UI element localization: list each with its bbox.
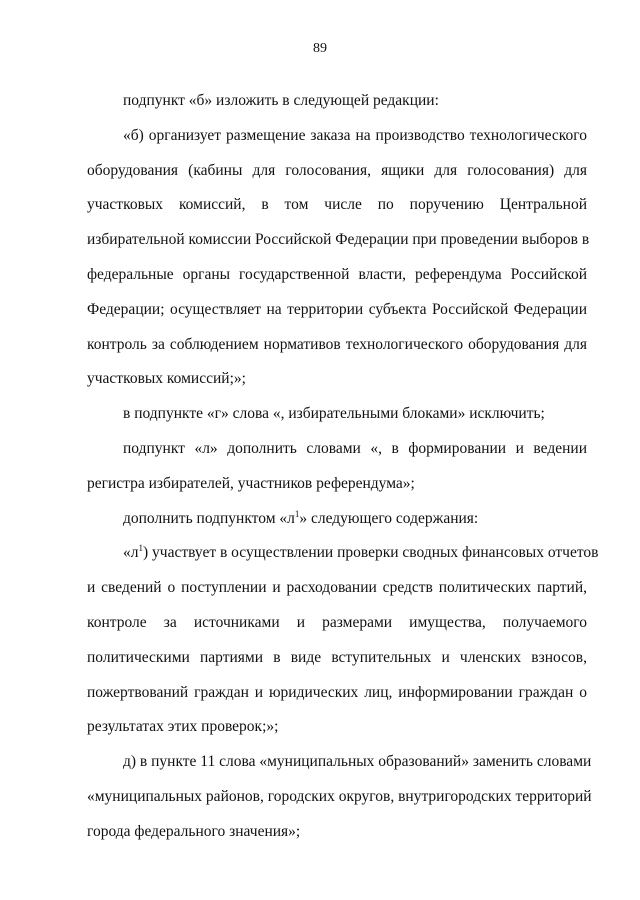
text-line: д) в пункте 11 слова «муниципальных образований» заменить словами bbox=[123, 753, 592, 771]
text-line: города федерального значения»; bbox=[87, 822, 301, 840]
text-line: подпункт «б» изложить в следующей редакции: bbox=[123, 92, 439, 109]
superscript: 1 bbox=[294, 508, 300, 519]
text-line: результатах этих проверок;»; bbox=[87, 718, 279, 736]
text-line: политическими партиями в виде вступительных и членских взносов, bbox=[87, 648, 587, 666]
text-line: подпункт «л» дополнить словами «, в формировании и ведении bbox=[123, 439, 587, 457]
text-line: федеральные органы государственной власти, референдума Российской bbox=[87, 265, 587, 283]
text-fragment: » следующего содержания: bbox=[299, 509, 479, 527]
text-line: контроль за соблюдением нормативов технологического оборудования для bbox=[87, 335, 587, 353]
text-fragment: ) участвует в осуществлении проверки сводных финансовых отчетов bbox=[143, 544, 599, 562]
text-line: «б) организует размещение заказа на производство технологического bbox=[123, 126, 587, 144]
page-number: 89 bbox=[313, 41, 327, 56]
text-line: «муниципальных районов, городских округов, внутригородских территорий bbox=[87, 787, 592, 805]
text-fragment: дополнить подпунктом «л bbox=[123, 509, 295, 527]
paragraph-subitem-g bbox=[87, 397, 587, 432]
superscript: 1 bbox=[138, 543, 143, 554]
text-line: избирательной комиссии Российской Федерации при проведении выборов в bbox=[87, 231, 590, 249]
paragraph-subitem-l1-text bbox=[87, 536, 599, 745]
text-line bbox=[87, 536, 599, 571]
paragraph-amend-subitem-b bbox=[87, 84, 587, 119]
text-line bbox=[87, 502, 587, 537]
text-line: контроле за источниками и размерами имущества, получаемого bbox=[87, 613, 587, 631]
text-line: оборудования (кабины для голосования, ящики для голосования) для bbox=[87, 161, 587, 179]
document-body bbox=[87, 84, 599, 850]
text-line: регистра избирателей, участников референдума»; bbox=[87, 474, 415, 492]
text-fragment: «л bbox=[123, 544, 139, 562]
text-line: в подпункте «г» слова «, избирательными блоками» исключить; bbox=[123, 405, 545, 423]
paragraph-subitem-l bbox=[87, 432, 587, 502]
paragraph-add-subitem-l1 bbox=[87, 502, 587, 537]
paragraph-item-d bbox=[87, 745, 592, 849]
text-line: Федерации; осуществляет на территории субъекта Российской Федерации bbox=[87, 300, 587, 318]
text-line: пожертвований граждан и юридических лиц, информировании граждан о bbox=[87, 683, 587, 701]
text-line: участковых комиссий;»; bbox=[87, 370, 246, 388]
paragraph-subitem-b-text bbox=[87, 119, 590, 397]
text-line: и сведений о поступлении и расходовании средств политических партий, bbox=[87, 579, 587, 597]
text-line: участковых комиссий, в том числе по поручению Центральной bbox=[87, 196, 587, 214]
